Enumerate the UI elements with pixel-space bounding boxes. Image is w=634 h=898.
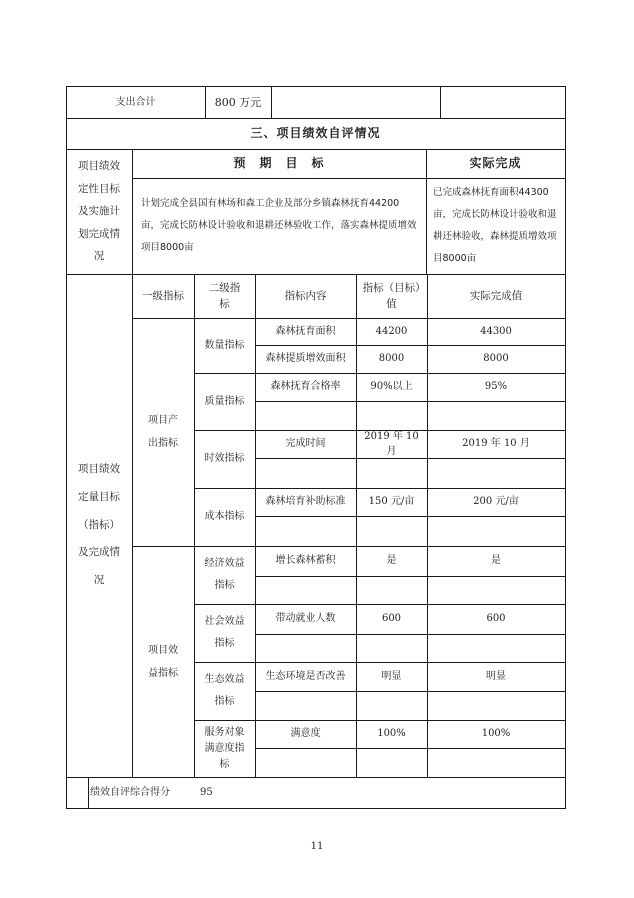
row-header-line: （指标） [78,518,120,531]
indicator-content: 带动就业人数 [275,613,336,625]
indicator-actual: 600 [486,613,506,625]
satisfaction-indicator: 服务对象满意度指标 [204,726,245,770]
indicator-actual: 8000 [483,353,509,365]
indicator-actual [427,516,565,546]
indicator-target [356,401,427,430]
indicator-content [255,401,356,430]
indicator-content: 满意度 [290,728,321,740]
expected-goal-text: 计划完成全县国有林场和森工企业及部分乡镇森林抚育44200亩，完成长防林设计验收和退耕还林验收工作，落实森林提质增效项目8000亩 [141,198,417,253]
timeliness-indicator: 时效指标 [204,453,245,465]
row-header-line: 及完成情 [78,546,120,559]
indicator-content: 森林提质增效面积 [265,353,346,365]
row-header-line: 况 [93,574,105,587]
indicator-target: 90%以上 [370,381,413,393]
indicator-content [255,458,356,488]
overall-score-label: 绩效自评综合得分 [90,786,170,798]
indicator-content [255,691,356,720]
indicator-content: 森林培育补助标准 [265,496,346,508]
indicator-actual: 100% [481,728,511,740]
indicator-target: 600 [381,613,402,625]
actual-completion-text: 已完成森林抚育面积44300亩，完成长防林设计验收和退耕还林验收，森林提质增效项目8000亩 [433,187,557,264]
indicator-actual: 是 [491,555,501,567]
qualitative-row-header: 项目绩效定性目标及实施计划完成情况 [78,160,120,263]
indicator-content: 森林抚育合格率 [270,381,341,393]
indicator-target: 8000 [378,353,405,365]
social-benefit-indicator: 社会效益指标 [204,616,245,649]
rule [440,86,441,118]
indicator-target [356,458,427,488]
indicator-content: 完成时间 [285,438,326,450]
column-header-actual: 实际完成值 [469,289,523,302]
quantity-indicator: 数量指标 [204,339,245,351]
indicator-actual: 200 元/亩 [473,496,519,508]
indicator-content: 森林抚育面积 [275,325,336,337]
indicator-target: 明显 [381,670,402,682]
row-header-line: 项目绩效 [78,463,120,476]
indicator-actual: 44300 [480,325,512,337]
column-header-target: 指标（目标）值 [362,281,421,310]
column-header-level1: 一级指标 [142,289,184,302]
rule [271,86,272,118]
indicator-actual [427,634,565,662]
indicator-actual [427,748,565,777]
indicator-actual [427,691,565,720]
indicator-content [255,516,356,546]
column-header-level2: 二级指标 [208,281,241,310]
indicator-content [255,748,356,777]
indicator-target: 2019 年 10 月 [364,430,419,457]
benefit-indicator-label: 项目效益指标 [148,644,178,679]
quantitative-row-header [66,274,132,777]
spending-amount: 800 万元 [214,95,262,109]
quality-indicator: 质量指标 [204,395,245,407]
cost-indicator: 成本指标 [204,511,245,523]
section-title: 三、项目绩效自评情况 [250,126,381,141]
expected-goal-header: 预 期 目 标 [233,156,325,171]
page-number: 11 [310,841,324,852]
indicator-target [356,516,427,546]
ecological-benefit-indicator: 生态效益指标 [204,674,245,707]
indicator-content: 生态环境是否改善 [265,670,346,682]
indicator-content [255,576,356,604]
output-indicator-label: 项目产出指标 [148,415,178,449]
indicator-target [356,576,427,604]
indicator-actual [427,401,565,430]
spending-label: 支出合计 [115,96,156,108]
indicator-actual [427,576,565,604]
indicator-actual: 95% [484,381,508,393]
indicator-target [356,634,427,662]
indicator-target: 是 [386,555,397,567]
indicator-target: 100% [377,728,406,740]
indicator-actual: 2019 年 10 月 [462,438,530,450]
indicator-target [356,748,427,777]
indicator-content: 增长森林蓄积 [275,555,336,567]
overall-score-value: 95 [200,786,213,798]
rule [565,86,566,809]
indicator-actual [427,458,565,488]
indicator-target: 150 元/亩 [368,496,415,508]
actual-completion-header: 实际完成 [469,156,522,171]
indicator-target: 44200 [375,325,408,337]
row-header-line: 定量目标 [78,490,120,503]
indicator-content [255,634,356,662]
indicator-actual: 明显 [486,670,506,682]
economic-benefit-indicator: 经济效益指标 [204,558,245,591]
column-header-content: 指标内容 [284,289,327,302]
rule [66,808,565,809]
indicator-target [356,691,427,720]
